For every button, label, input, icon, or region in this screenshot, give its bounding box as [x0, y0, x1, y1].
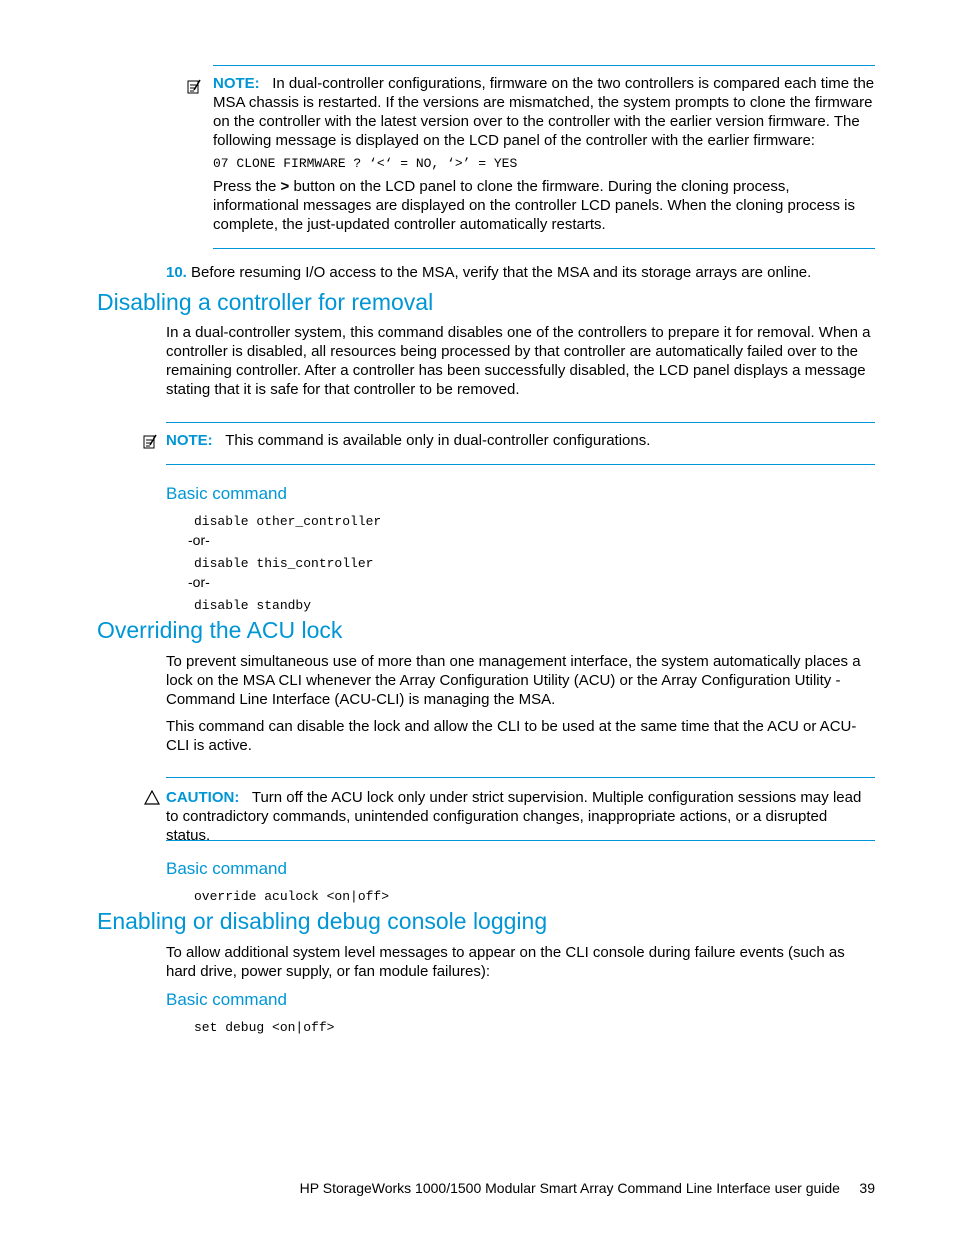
- debug-body: To allow additional system level messages to appear on the CLI console during failure events (such as hard drive, power supply, or fan module failures):: [166, 944, 845, 980]
- command-line: disable other_controller: [194, 514, 382, 529]
- page-number: 39: [859, 1180, 875, 1196]
- subheading-basic-command: Basic command: [166, 484, 287, 503]
- note2-paragraph: [166, 431, 875, 450]
- caution-label: CAUTION:: [166, 789, 240, 806]
- disable-body: In a dual-controller system, this command disables one of the controllers to prepare it for removal. When a controller is disabled, all resources being processed by that controller are automatically failed over to the remaining controller. After a controller has been successfully disabled, the LCD panel displays a message stating that it is safe for that controller to be removed.: [166, 324, 871, 398]
- acu-body-1: To prevent simultaneous use of more than one management interface, the system automatically places a lock on the MSA CLI whenever the Array Configuration Utility (ACU) or the Array Configuration Utility - Command Line Interface (ACU-CLI) is managing the MSA.: [166, 653, 861, 708]
- step-number: 10.: [166, 264, 187, 281]
- subheading-basic-command: Basic command: [166, 990, 287, 1009]
- lcd-message-code: 07 CLONE FIRMWARE ? ‘<‘ = NO, ‘>’ = YES: [213, 156, 518, 171]
- command-line: disable this_controller: [194, 556, 374, 571]
- note-label: NOTE:: [213, 75, 260, 92]
- note-text: In dual-controller configurations, firmware on the two controllers is compared each time the MSA chassis is restarted. If the versions are mismatched, the system prompts to clone the firmware on the controller with the latest version over to the controller with the earlier version firmware. The following message is displayed on the LCD panel of the controller with the earlier firmware:: [213, 75, 875, 149]
- caution-paragraph: [166, 788, 875, 845]
- note-label: NOTE:: [166, 432, 213, 449]
- footer-title: HP StorageWorks 1000/1500 Modular Smart Array Command Line Interface user guide: [299, 1180, 840, 1196]
- caution-bottom-rule: [166, 840, 875, 841]
- heading-debug-logging: Enabling or disabling debug console logging: [97, 908, 548, 934]
- or-separator: -or-: [188, 532, 210, 548]
- note2-top-rule: [166, 422, 875, 423]
- subheading-basic-command: Basic command: [166, 859, 287, 878]
- note-icon: [143, 434, 159, 455]
- caution-text: Turn off the ACU lock only under strict supervision. Multiple configuration sessions may lead to contradictory commands, unintended configuration changes, inappropriate actions, or a disrupted status.: [166, 789, 862, 844]
- acu-body-2: This command can disable the lock and allow the CLI to be used at the same time that the ACU or ACU-CLI is active.: [166, 718, 857, 754]
- press-text-start: Press the: [213, 178, 281, 195]
- caution-top-rule: [166, 777, 875, 778]
- note-top-rule: [213, 65, 875, 66]
- heading-overriding-acu-lock: Overriding the ACU lock: [97, 617, 343, 643]
- press-text-end: button on the LCD panel to clone the firmware. During the cloning process, informational messages are displayed on the controller LCD panels. When the cloning process is complete, the just-updated controller automatically restarts.: [213, 178, 856, 233]
- command-line: set debug <on|off>: [194, 1020, 335, 1035]
- step-10: [166, 263, 875, 282]
- note2-bottom-rule: [166, 464, 875, 465]
- caution-icon: [144, 790, 160, 810]
- step-text: Before resuming I/O access to the MSA, verify that the MSA and its storage arrays are online.: [191, 264, 812, 281]
- page-footer: [300, 1180, 875, 1196]
- command-line: disable standby: [194, 598, 312, 613]
- heading-disabling-controller: Disabling a controller for removal: [97, 289, 434, 315]
- note-paragraph: [213, 74, 875, 150]
- note-text: This command is available only in dual-controller configurations.: [225, 432, 651, 449]
- note-icon: [187, 79, 203, 100]
- press-paragraph: [213, 177, 875, 234]
- or-separator: -or-: [188, 574, 210, 590]
- note-bottom-rule: [213, 248, 875, 249]
- press-key: >: [280, 178, 290, 195]
- command-line: override aculock <on|off>: [194, 889, 390, 904]
